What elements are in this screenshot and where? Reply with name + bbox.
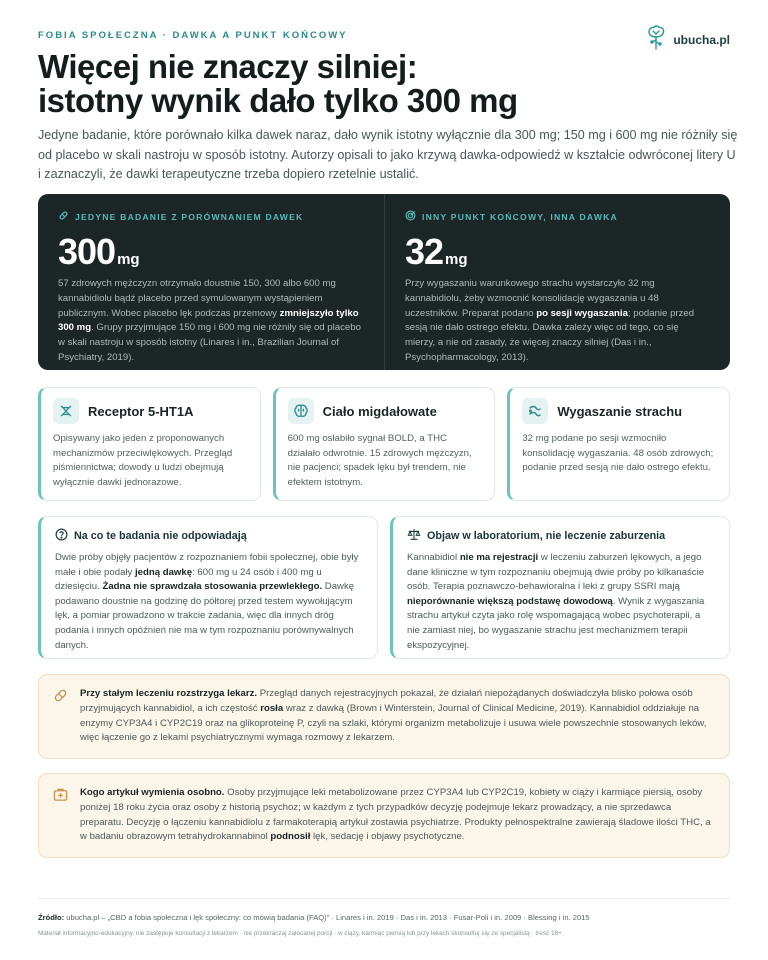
medical-kit-icon [53, 786, 69, 845]
card-extinction [507, 387, 730, 501]
header [38, 30, 730, 47]
card-unanswered [38, 516, 378, 659]
card-title: Receptor 5-HT1A [88, 403, 194, 419]
source-line: Źródło: ubucha.pl – „CBD a fobia społeczna i lęk społeczny: co mówią badania (FAQ)” · Linares i in. 2019 · Das i in. 2013 · Fusar-Poli i in. 2009 · Blessing i in. 2015 [38, 913, 590, 922]
wave-icon [522, 398, 548, 424]
card-amygdala [273, 387, 496, 501]
stat-unit: mg [117, 251, 140, 268]
card-lab-symptom [390, 516, 730, 659]
mechanism-cards [38, 387, 730, 501]
molecule-icon [53, 398, 79, 424]
card2-text: Dwie próby objęły pacjentów z rozpoznaniem fobii społecznej, obie były małe i obie podały jedną dawkę: 600 mg u 24 osób i 400 mg u dziesięciu. Żadna nie sprawdzała stosowania przewlekłego. Dawkę podawano doustnie na godzinę do półtorej przed testem wywołującym lęk, a pomiar prowadzono w trakcie zadania, więc dla innych dróg podania i innych opóźnień nie ma w tym rozpoznaniu porównywalnych danych. [55, 552, 359, 651]
footer [38, 898, 730, 937]
stat-label: INNY PUNKT KOŃCOWY, INNA DAWKA [405, 210, 710, 223]
disclaimer: Materiał informacyjno-edukacyjny, nie zastępuje konsultacji z lekarzem · nie przekraczaj zalecanej porcji · w ciąży, karmiąc piersią lub przy lekach skonsultuj się ze specjalistą · treść 18+. [38, 930, 564, 937]
card-text: 32 mg podane po sesji wzmocniło konsolidację wygaszania. 48 osób zdrowych; podanie przed sesją nie dało ostrego efektu. [522, 433, 714, 474]
brain-tree-logo-icon [644, 24, 668, 55]
stat-description: Przy wygaszaniu warunkowego strachu wystarczyło 32 mg kannabidiolu, żeby wzmocnić konsolidację wygaszania u 48 uczestników. Preparat podano po sesji wygaszania; podanie przed sesją nie dało ostrego efektu. Dawka zależy więc od tego, co się mierzy, a nie od zasady, że więcej znaczy silniej (Das i in., Psychopharmacology, 2013). [405, 278, 695, 363]
card-text: 600 mg osłabiło sygnał BOLD, a THC działało odwrotnie. 15 zdrowych mężczyzn, nie pacjenci; spadek lęku był trendem, nie efektem istotnym. [287, 433, 472, 488]
card2-title: Objaw w laboratorium, nie leczenie zaburzenia [427, 530, 666, 542]
stat-number: 32 [405, 231, 444, 272]
card-title: Ciało migdałowate [322, 403, 437, 419]
pill-capsule-icon [53, 687, 69, 746]
logo-text: ubucha.pl [673, 32, 730, 47]
stat-value [405, 231, 710, 273]
stat-label: JEDYNE BADANIE Z PORÓWNANIEM DAWEK [58, 210, 364, 223]
note-text: Przy stałym leczeniu rozstrzyga lekarz. Przegląd danych rejestracyjnych pokazał, że działań niepożądanych doświadczyła blisko połowa osób przyjmujących kannabidiol, a ich częstość rosła wraz z dawką (Brown i Winterstein, Journal of Clinical Medicine, 2019). Kannabidiol oddziałuje na enzymy CYP3A4 i CYP2C19 oraz na glikoproteinę P, czyli na szlaki, którymi organizm metabolizuje i usuwa wiele powszechnie stosowanych leków, więc łączenie go z lekami psychiatrycznymi wymaga rozmowy z lekarzem. [80, 688, 707, 744]
card-title: Wygaszanie strachu [557, 403, 683, 419]
limitation-cards [38, 516, 730, 659]
stat-number: 300 [58, 231, 116, 272]
stat-fear-extinction [384, 194, 730, 370]
scales-icon [407, 528, 421, 544]
card2-text: Kannabidiol nie ma rejestracji w leczeniu zaburzeń lękowych, a jego dane kliniczne w tym rozpoznaniu obejmują dwie próby po kilkanaście osób. Terapia poznawczo-behawioralna i leki z grupy SSRI mają nieporównanie większą podstawę dowodową. Wynik z wygaszania strachu artykuł czyta jako rolę wspomagającą wobec psychoterapii, a nie zamiast niej, bo wygaszanie strachu jest mechanizmem terapii ekspozycyjnej. [407, 552, 705, 651]
stat-description: 57 zdrowych mężczyzn otrzymało doustnie 150, 300 albo 600 mg kannabidiolu bądź placebo przed symulowanym wystąpieniem publicznym. Wobec placebo lęk podczas przemowy zmniejszyło tylko 300 mg. Grupy przyjmujące 150 mg i 600 mg nie różniły się od placebo w skali nastroju w sposób istotny (Linares i in., Brazilian Journal of Psychiatry, 2019). [58, 278, 361, 363]
note-doctor-decides [38, 674, 730, 759]
card-text: Opisywany jako jeden z proponowanych mechanizmów przeciwlękowych. Przegląd piśmiennictwa; dowody u ludzi obejmują wyłącznie dawki jednorazowe. [53, 433, 233, 488]
title-line-1: Więcej nie znaczy silniej: [38, 48, 418, 85]
pill-icon [58, 210, 69, 223]
stat-dose-comparison [38, 194, 384, 370]
card2-title: Na co te badania nie odpowiadają [74, 530, 247, 542]
stats-panel [38, 194, 730, 370]
stat-value [58, 231, 364, 273]
target-icon [405, 210, 416, 223]
question-circle-icon [55, 528, 68, 544]
brain-icon [288, 398, 314, 424]
note-text: Kogo artykuł wymienia osobno. Osoby przyjmujące leki metabolizowane przez CYP3A4 lub CYP2C19, kobiety w ciąży i karmiące piersią, osoby poniżej 18 roku życia oraz osoby z historią psychoz; w każdym z tych przypadków decyzję podejmuje lekarz prowadzący, a nie sprzedawca preparatu. Decyzję o łączeniu kannabidiolu z farmakoterapią artykuł zostawia psychiatrze. Produkty pełnospektralne zawierają śladowe ilości THC, a w badaniu obrazowym tetrahydrokannabinol podnosił lęk, sedację i objawy psychotyczne. [80, 787, 711, 843]
title-line-2: istotny wynik dało tylko 300 mg [38, 82, 518, 119]
note-special-groups [38, 773, 730, 858]
eyebrow: FOBIA SPOŁECZNA · DAWKA A PUNKT KOŃCOWY [38, 30, 348, 41]
stat-unit: mg [445, 251, 468, 268]
page-title [38, 50, 518, 118]
card-receptor [38, 387, 261, 501]
logo[interactable] [644, 24, 730, 55]
lead-paragraph: Jedyne badanie, które porównało kilka dawek naraz, dało wynik istotny wyłącznie dla 300 mg; 150 mg i 600 mg nie różniły się od placebo w skali nastroju w sposób istotny. Autorzy opisali to jako krzywą dawka-odpowiedź w kształcie odwróconej litery U i zaznaczyli, że dawki terapeutyczne trzeba dopiero rzetelnie ustalić. [38, 128, 738, 181]
